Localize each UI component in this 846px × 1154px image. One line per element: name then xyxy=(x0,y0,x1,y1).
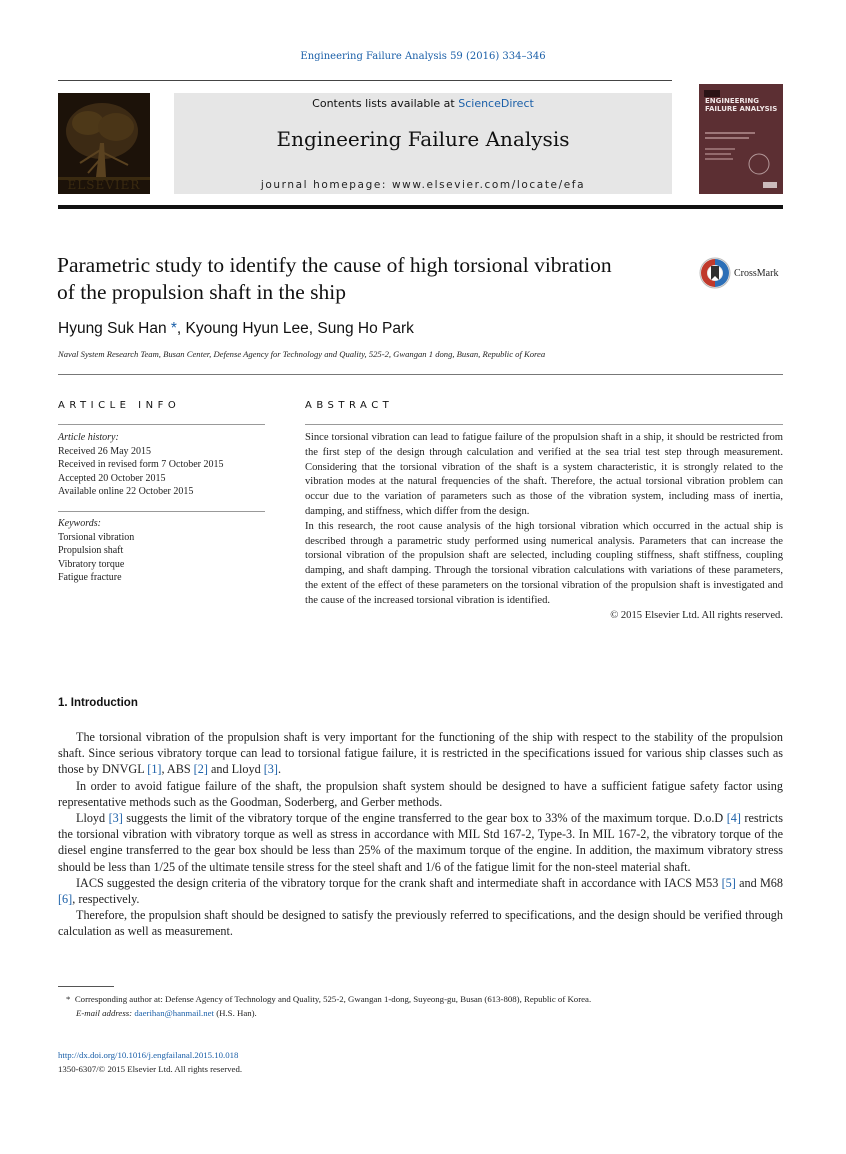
author-rest: , Kyoung Hyun Lee, Sung Ho Park xyxy=(176,320,414,337)
affiliation-divider xyxy=(58,374,783,375)
footnote-email-line: E-mail address: daerihan@hanmail.net (H.S. Han). xyxy=(76,1008,257,1018)
journal-title: Engineering Failure Analysis xyxy=(276,127,570,151)
journal-masthead xyxy=(174,93,672,194)
introduction-body xyxy=(58,729,783,940)
history-label: Article history: xyxy=(58,432,119,443)
keywords-label: Keywords: xyxy=(58,518,101,529)
abstract-divider xyxy=(305,424,783,425)
history-accepted: Accepted 20 October 2015 xyxy=(58,472,166,484)
corresponding-author-link[interactable]: * xyxy=(170,320,177,337)
history-online: Available online 22 October 2015 xyxy=(58,486,194,497)
section-heading-introduction: 1. Introduction xyxy=(58,697,138,709)
intro-paragraph-5: Therefore, the propulsion shaft should be designed to satisfy the previously referred to specifications, and the design should be verified through calculation as well as measurement. xyxy=(58,908,783,939)
journal-homepage[interactable]: journal homepage: www.elsevier.com/locate/efa xyxy=(260,179,586,191)
reference-link[interactable]: [5] xyxy=(721,875,736,890)
article-info-heading: ARTICLE INFO xyxy=(58,400,181,411)
abstract-paragraph-1: Since torsional vibration can lead to fatigue failure of the propulsion shaft in a ship, it should be restricted from the first step of the design through calculation and verified at the sea trial test step through measurement. Considering that the torsional vibration of the shaft is a system characteristic, it is strongly related to the vibration modes at the natural frequencies of the shaft. Therefore, the actual torsional vibration problem can occur due to the variation of parameters such as those of the vibration system, including mass of inertia, damping, and stiffness, which differ from the design. xyxy=(305,432,783,517)
abstract-body xyxy=(305,431,783,623)
history-revised: Received in revised form 7 October 2015 xyxy=(58,459,224,470)
abstract-paragraph-2: In this research, the root cause analysis of the high torsional vibration which occurred in the actual ship is described through a parametric study performed using numerical analysis. Parameters that can increase the torsional vibration of the propulsion shaft are selected, including coupling stiffness, shaft stiffness, coupling damping, and shaft damping. Through the torsional vibration calculations with variations of these parameters, the extent of the effect of these parameters on the torsional vibration of the propulsion shaft is investigated and the cause of the increased torsional vibration is identified. xyxy=(305,520,783,606)
keywords-block xyxy=(58,517,265,585)
keyword-item: Vibratory torque xyxy=(58,558,125,570)
contents-line xyxy=(174,97,672,110)
keywords-divider xyxy=(58,511,265,512)
intro-paragraph-3: Lloyd [3] suggests the limit of the vibratory torque of the engine transferred to the gear box to 33% of the maximum torque. D.o.D [4] restricts the torsional vibration with vibratory torque as well as stress in accordance with MIL Std 167-2, Type-3. In MIL 167-2, the vibratory torque of the diesel engine transferred to the gear box should be less than 25% of the maximum torque of the engine. In addition, the maximum vibratory stress should be less than 1/25 of the ultimate tensile stress for the steel shaft and 1/6 of the fatigue limit for the non-steel material shaft. xyxy=(58,811,783,874)
corresponding-footnote xyxy=(58,992,783,1020)
title-line-2: of the propulsion shaft in the ship xyxy=(57,280,347,304)
history-received: Received 26 May 2015 xyxy=(58,445,152,457)
article-info-divider xyxy=(58,424,265,425)
header-divider xyxy=(58,80,672,81)
reference-link[interactable]: [3] xyxy=(108,811,123,826)
intro-paragraph-4: IACS suggested the design criteria of the vibratory torque for the crank shaft and intermediate shaft in accordance with IACS M53 [5] and M68 [6], respectively. xyxy=(58,875,783,907)
reference-link[interactable]: [2] xyxy=(193,762,208,777)
article-history xyxy=(58,431,265,499)
article-title xyxy=(57,252,677,306)
issn-copyright: 1350-6307/© 2015 Elsevier Ltd. All rights reserved. xyxy=(58,1064,243,1074)
elsevier-wordmark: ELSEVIER xyxy=(67,178,141,192)
crossmark-icon xyxy=(699,257,731,289)
reference-link[interactable]: [3] xyxy=(263,762,278,777)
citation-text[interactable]: Engineering Failure Analysis 59 (2016) 334–346 xyxy=(300,51,546,62)
reference-link[interactable]: [4] xyxy=(726,811,741,826)
intro-paragraph-2: In order to avoid fatigue failure of the shaft, the propulsion shaft system should be designed to have a sufficient fatigue safety factor using representative methods such as the Goodman, Soderberg, and Gerber methods. xyxy=(58,778,783,809)
cover-title: ENGINEERING FAILURE ANALYSIS xyxy=(705,97,778,113)
footnote-rule xyxy=(58,986,114,987)
doi-block xyxy=(58,1048,242,1076)
reference-link[interactable]: [1] xyxy=(147,762,162,777)
masthead-rule xyxy=(58,205,783,209)
abstract-heading: ABSTRACT xyxy=(305,400,394,411)
intro-paragraph-1: The torsional vibration of the propulsion shaft is very important for the functioning of the ship with respect to the stability of the propulsion shaft. Since serious vibratory torque can lead to torsional fatigue failure, it is restricted in the specifications issued for various ship classes such as those by DNVGL [1], ABS [2] and Lloyd [3]. xyxy=(58,730,783,777)
author-affiliation: Naval System Research Team, Busan Center, Defense Agency for Technology and Quality, 525-2, Gwangan 1 dong, Busan, Republic of Korea xyxy=(58,349,546,359)
sciencedirect-link[interactable]: ScienceDirect xyxy=(458,97,534,110)
abstract-copyright: © 2015 Elsevier Ltd. All rights reserved. xyxy=(610,609,783,621)
keyword-item: Fatigue fracture xyxy=(58,572,122,583)
footnote-corresponding: * Corresponding author at: Defense Agency of Technology and Quality, 525-2, Gwangan 1-dong, Suyeong-gu, Busan (613-808), Republic of Korea. xyxy=(66,994,592,1004)
author-list xyxy=(58,320,414,338)
keyword-item: Propulsion shaft xyxy=(58,545,124,556)
journal-cover xyxy=(699,84,783,194)
author-email-link[interactable]: daerihan@hanmail.net xyxy=(134,1008,214,1018)
crossmark-label: CrossMark xyxy=(734,268,779,279)
elsevier-logo xyxy=(58,93,150,194)
title-line-1: Parametric study to identify the cause of high torsional vibration xyxy=(57,253,612,277)
crossmark-button[interactable] xyxy=(699,257,783,291)
doi-link[interactable]: http://dx.doi.org/10.1016/j.engfailanal.2015.10.018 xyxy=(58,1050,239,1060)
author-first: Hyung Suk Han xyxy=(58,320,167,337)
contents-prefix: Contents lists available at xyxy=(312,97,459,110)
journal-citation[interactable] xyxy=(0,51,846,62)
keyword-item: Torsional vibration xyxy=(58,531,135,543)
reference-link[interactable]: [6] xyxy=(58,892,73,907)
